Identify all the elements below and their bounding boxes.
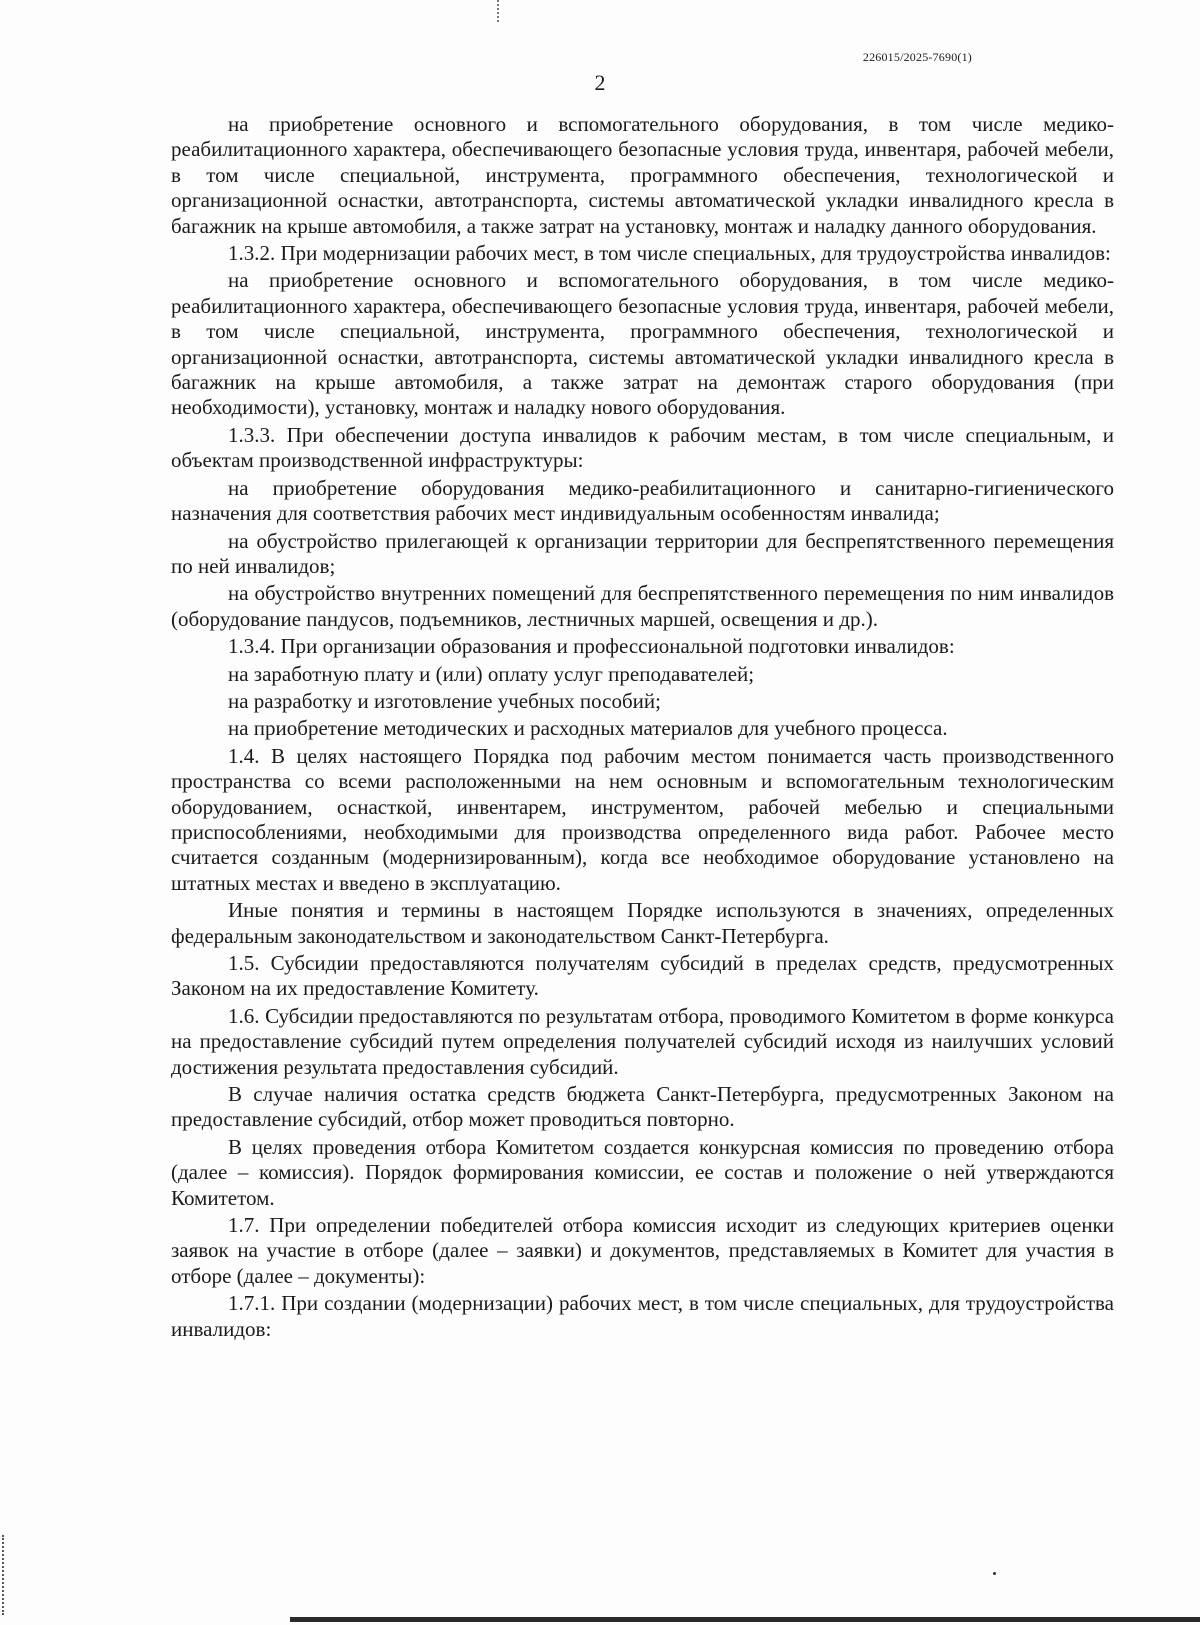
paragraph: Иные понятия и термины в настоящем Порядке используются в значениях, определенных федеральным законодательством и законодательством Санкт-Петербурга. [171, 898, 1114, 948]
paragraph: на приобретение основного и вспомогательного оборудования, в том числе медико-реабилитационного характера, обеспечивающего безопасные условия труда, инвентаря, рабочей мебели, в том числе специальной, инструмента, программного обеспечения, технологической и организационной оснастки, автотранспорта, системы автоматической укладки инвалидного кресла в багажник на крыше автомобиля, а также затрат на демонтаж старого оборудования (при необходимости), установку, монтаж и наладку нового оборудования. [171, 268, 1114, 420]
page-number: 2 [594, 70, 606, 95]
paragraph: на приобретение основного и вспомогательного оборудования, в том числе медико-реабилитационного характера, обеспечивающего безопасные условия труда, инвентаря, рабочей мебели, в том числе специальной, инструмента, программного обеспечения, технологической и организационной оснастки, автотранспорта, системы автоматической укладки инвалидного кресла в багажник на крыше автомобиля, а также затрат на установку, монтаж и наладку данного оборудования. [171, 112, 1114, 238]
scan-edge-line [290, 1617, 1200, 1622]
paragraph: 1.3.3. При обеспечении доступа инвалидов к рабочим местам, в том числе специальным, и объектам производственной инфраструктуры: [171, 422, 1114, 473]
paragraph: на обустройство прилегающей к организации территории для беспрепятственного перемещения по ней инвалидов; [171, 528, 1114, 578]
paragraph: 1.3.2. При модернизации рабочих мест, в том числе специальных, для трудоустройства инвалидов: [228, 241, 1111, 266]
paragraph: 1.5. Субсидии предоставляются получателям субсидий в пределах средств, предусмотренных Законом на их предоставление Комитету. [171, 951, 1114, 1001]
paragraph: 1.7.1. При создании (модернизации) рабочих мест, в том числе специальных, для трудоустройства инвалидов: [171, 1291, 1114, 1341]
paragraph: 1.3.4. При организации образования и профессиональной подготовки инвалидов: [228, 634, 955, 659]
paragraph: на приобретение методических и расходных материалов для учебного процесса. [228, 716, 948, 741]
paragraph: 1.4. В целях настоящего Порядка под рабочим местом понимается часть производственного пространства со всеми расположенными на нем основным и вспомогательным технологическим оборудованием, оснасткой, инвентарем, инструментом, рабочей мебелью и специальными приспособлениями, необходимыми для производства определенного вида работ. Рабочее место считается созданным (модернизированным), когда все необходимое оборудование установлено на штатных местах и введено в эксплуатацию. [171, 743, 1114, 895]
scan-artifact [2, 1535, 8, 1615]
paragraph: В случае наличия остатка средств бюджета Санкт-Петербурга, предусмотренных Законом на предоставление субсидий, отбор может проводиться повторно. [171, 1082, 1114, 1132]
scan-artifact [993, 1572, 996, 1575]
paragraph: на обустройство внутренних помещений для беспрепятственного перемещения по ним инвалидов (оборудование пандусов, подъемников, лестничных маршей, освещения и др.). [171, 581, 1114, 631]
paragraph: 1.6. Субсидии предоставляются по результатам отбора, проводимого Комитетом в форме конкурса на предоставление субсидий путем определения получателей субсидий исходя из наилучших условий достижения результата предоставления субсидий. [171, 1003, 1114, 1079]
paragraph: на разработку и изготовление учебных пособий; [228, 688, 661, 713]
paragraph: на приобретение оборудования медико-реабилитационного и санитарно-гигиенического назначения для соответствия рабочих мест индивидуальным особенностям инвалида; [171, 475, 1114, 526]
document-body [171, 112, 1114, 1342]
scan-artifact [497, 0, 502, 22]
document-number: 226015/2025-7690(1) [862, 50, 972, 64]
paragraph: В целях проведения отбора Комитетом создается конкурсная комиссия по проведению отбора (далее – комиссия). Порядок формирования комиссии, ее состав и положение о ней утверждаются Комитетом. [171, 1134, 1114, 1210]
paragraph: 1.7. При определении победителей отбора комиссия исходит из следующих критериев оценки заявок на участие в отборе (далее – заявки) и документов, представляемых в Комитет для участия в отборе (далее – документы): [171, 1213, 1114, 1288]
paragraph: на заработную плату и (или) оплату услуг преподавателей; [228, 661, 755, 686]
